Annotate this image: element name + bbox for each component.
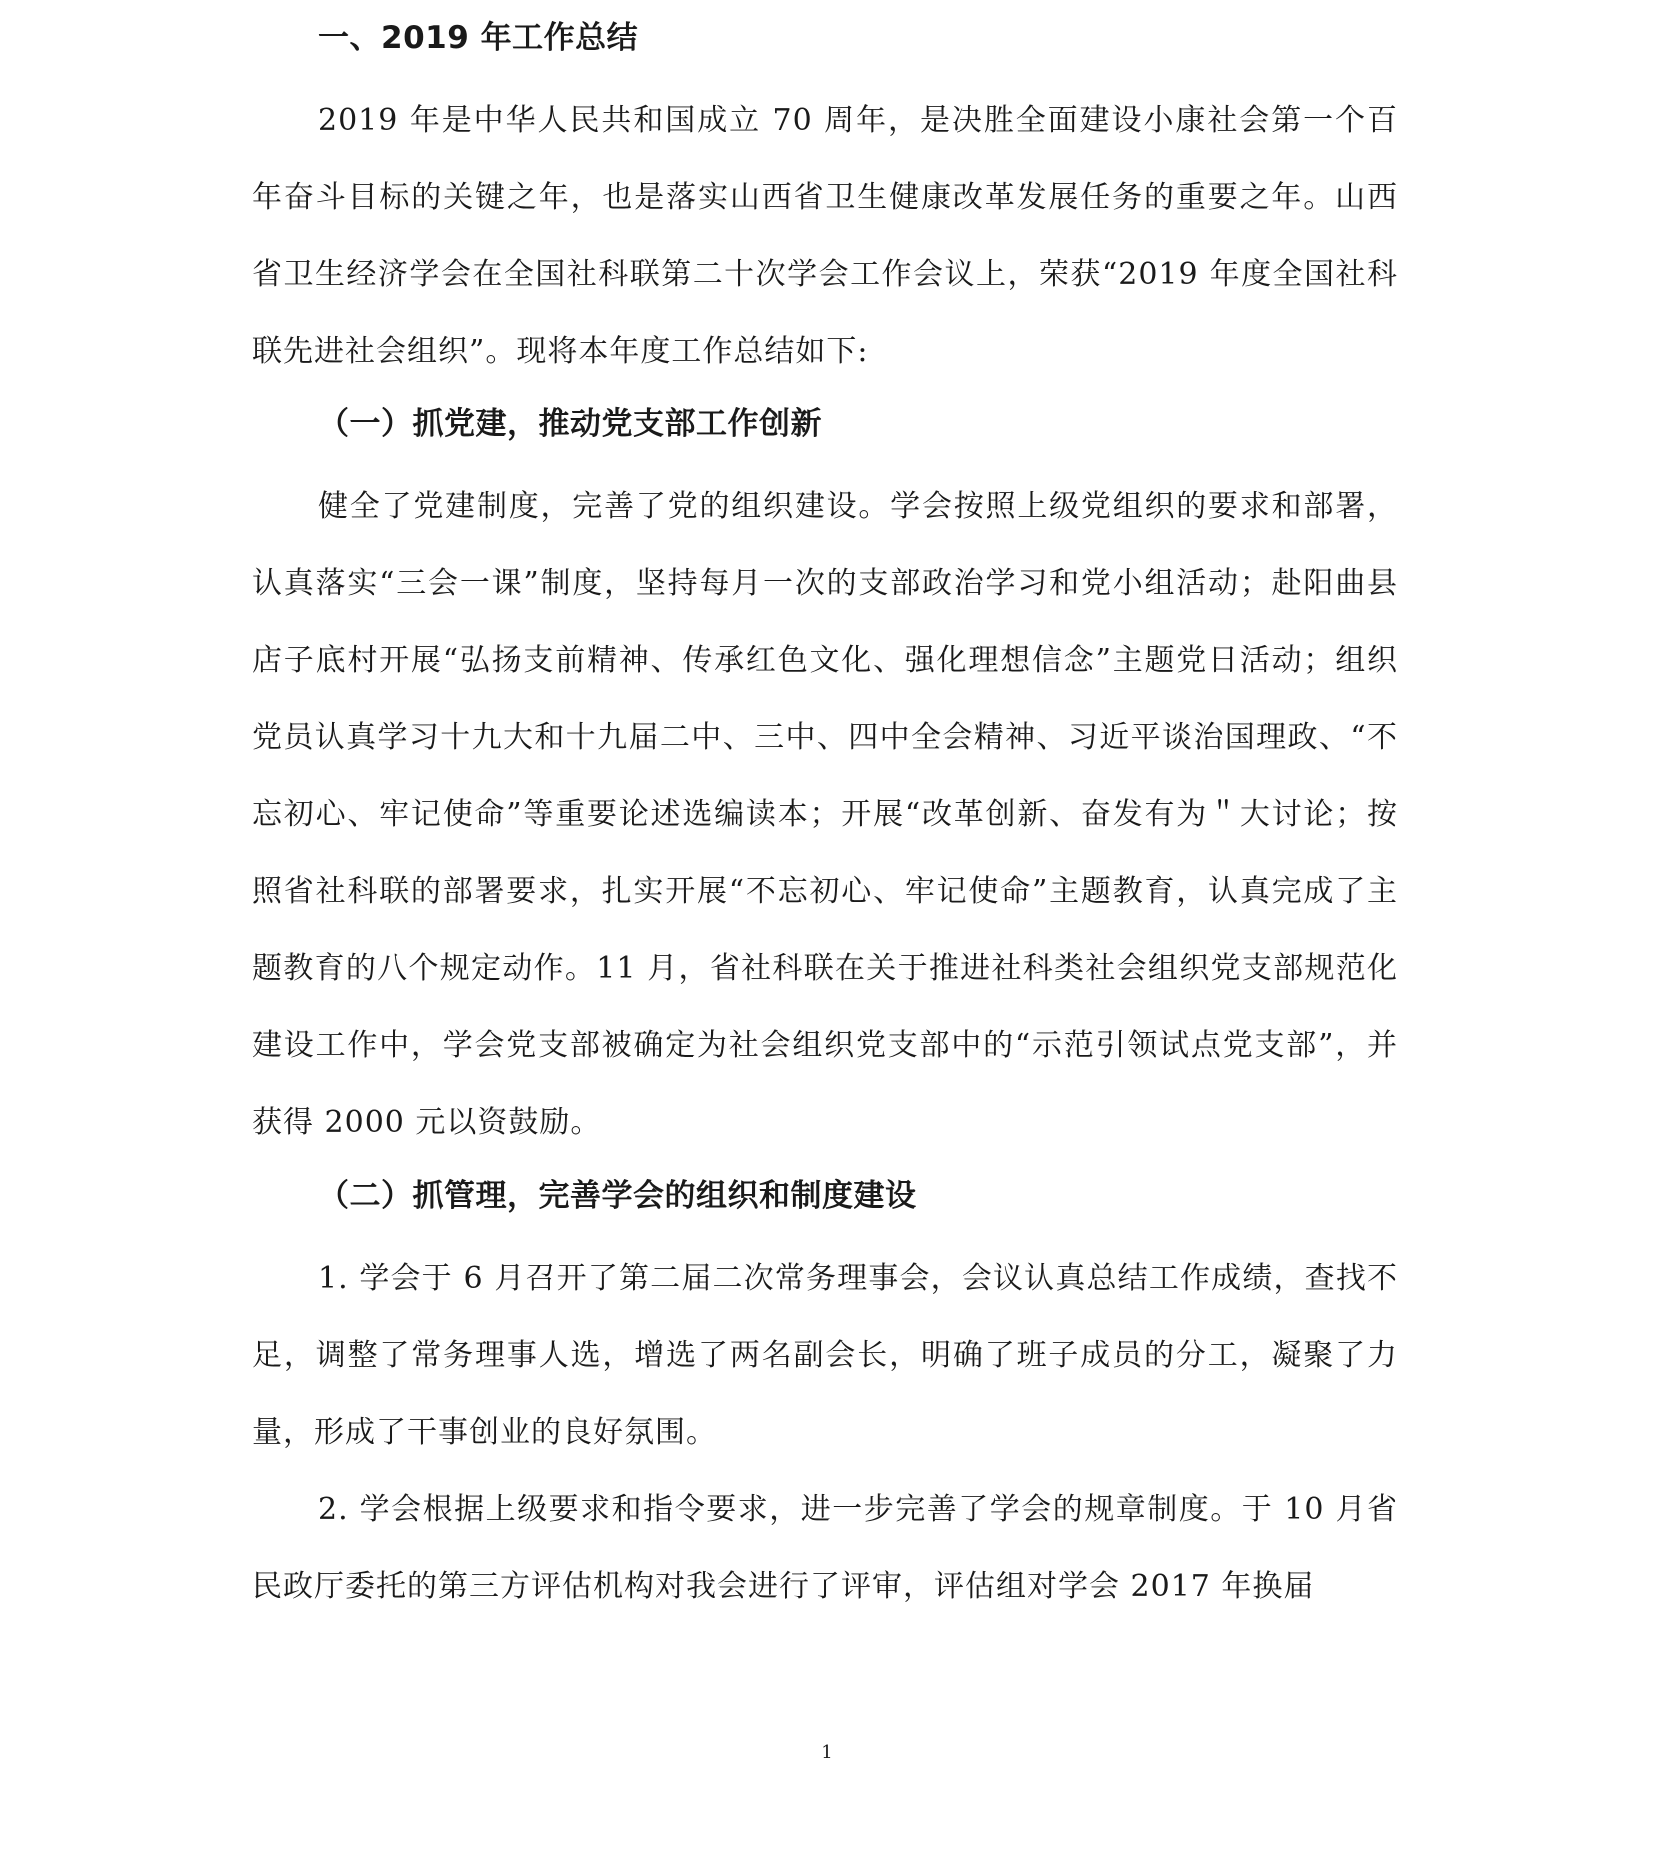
page-number: 1	[821, 1742, 833, 1763]
paragraph: 1. 学会于 6 月召开了第二届二次常务理事会，会议认真总结工作成绩，查找不足，调整了常务理事人选，增选了两名副会长，明确了班子成员的分工，凝聚了力量，形成了干事创业的良好氛围。	[252, 1261, 1398, 1450]
paragraph: 2. 学会根据上级要求和指令要求，进一步完善了学会的规章制度。于 10 月省民政厅委托的第三方评估机构对我会进行了评审，评估组对学会 2017 年换届	[252, 1492, 1398, 1604]
section-heading: 一、2019 年工作总结	[318, 20, 639, 56]
paragraph: 2019 年是中华人民共和国成立 70 周年，是决胜全面建设小康社会第一个百年奋斗目标的关键之年，也是落实山西省卫生健康改革发展任务的重要之年。山西省卫生经济学会在全国社科联第二十次学会工作会议上，荣获“2019 年度全国社科联先进社会组织”。现将本年度工作总结如下:	[252, 103, 1398, 369]
paragraph: 健全了党建制度，完善了党的组织建设。学会按照上级党组织的要求和部署，认真落实“三会一课”制度，坚持每月一次的支部政治学习和党小组活动；赴阳曲县店子底村开展“弘扬支前精神、传承红色文化、强化理想信念”主题党日活动；组织党员认真学习十九大和十九届二中、三中、四中全会精神、习近平谈治国理政、“不忘初心、牢记使命”等重要论述选编读本；开展“改革创新、奋发有为＂大讨论；按照省社科联的部署要求，扎实开展“不忘初心、牢记使命”主题教育，认真完成了主题教育的八个规定动作。11 月，省社科联在关于推进社科类社会组织党支部规范化建设工作中，学会党支部被确定为社会组织党支部中的“示范引领试点党支部”，并获得 2000 元以资鼓励。	[252, 489, 1398, 1140]
subsection-heading: （二）抓管理，完善学会的组织和制度建设	[318, 1178, 917, 1214]
subsection-heading: （一）抓党建，推动党支部工作创新	[318, 406, 822, 442]
